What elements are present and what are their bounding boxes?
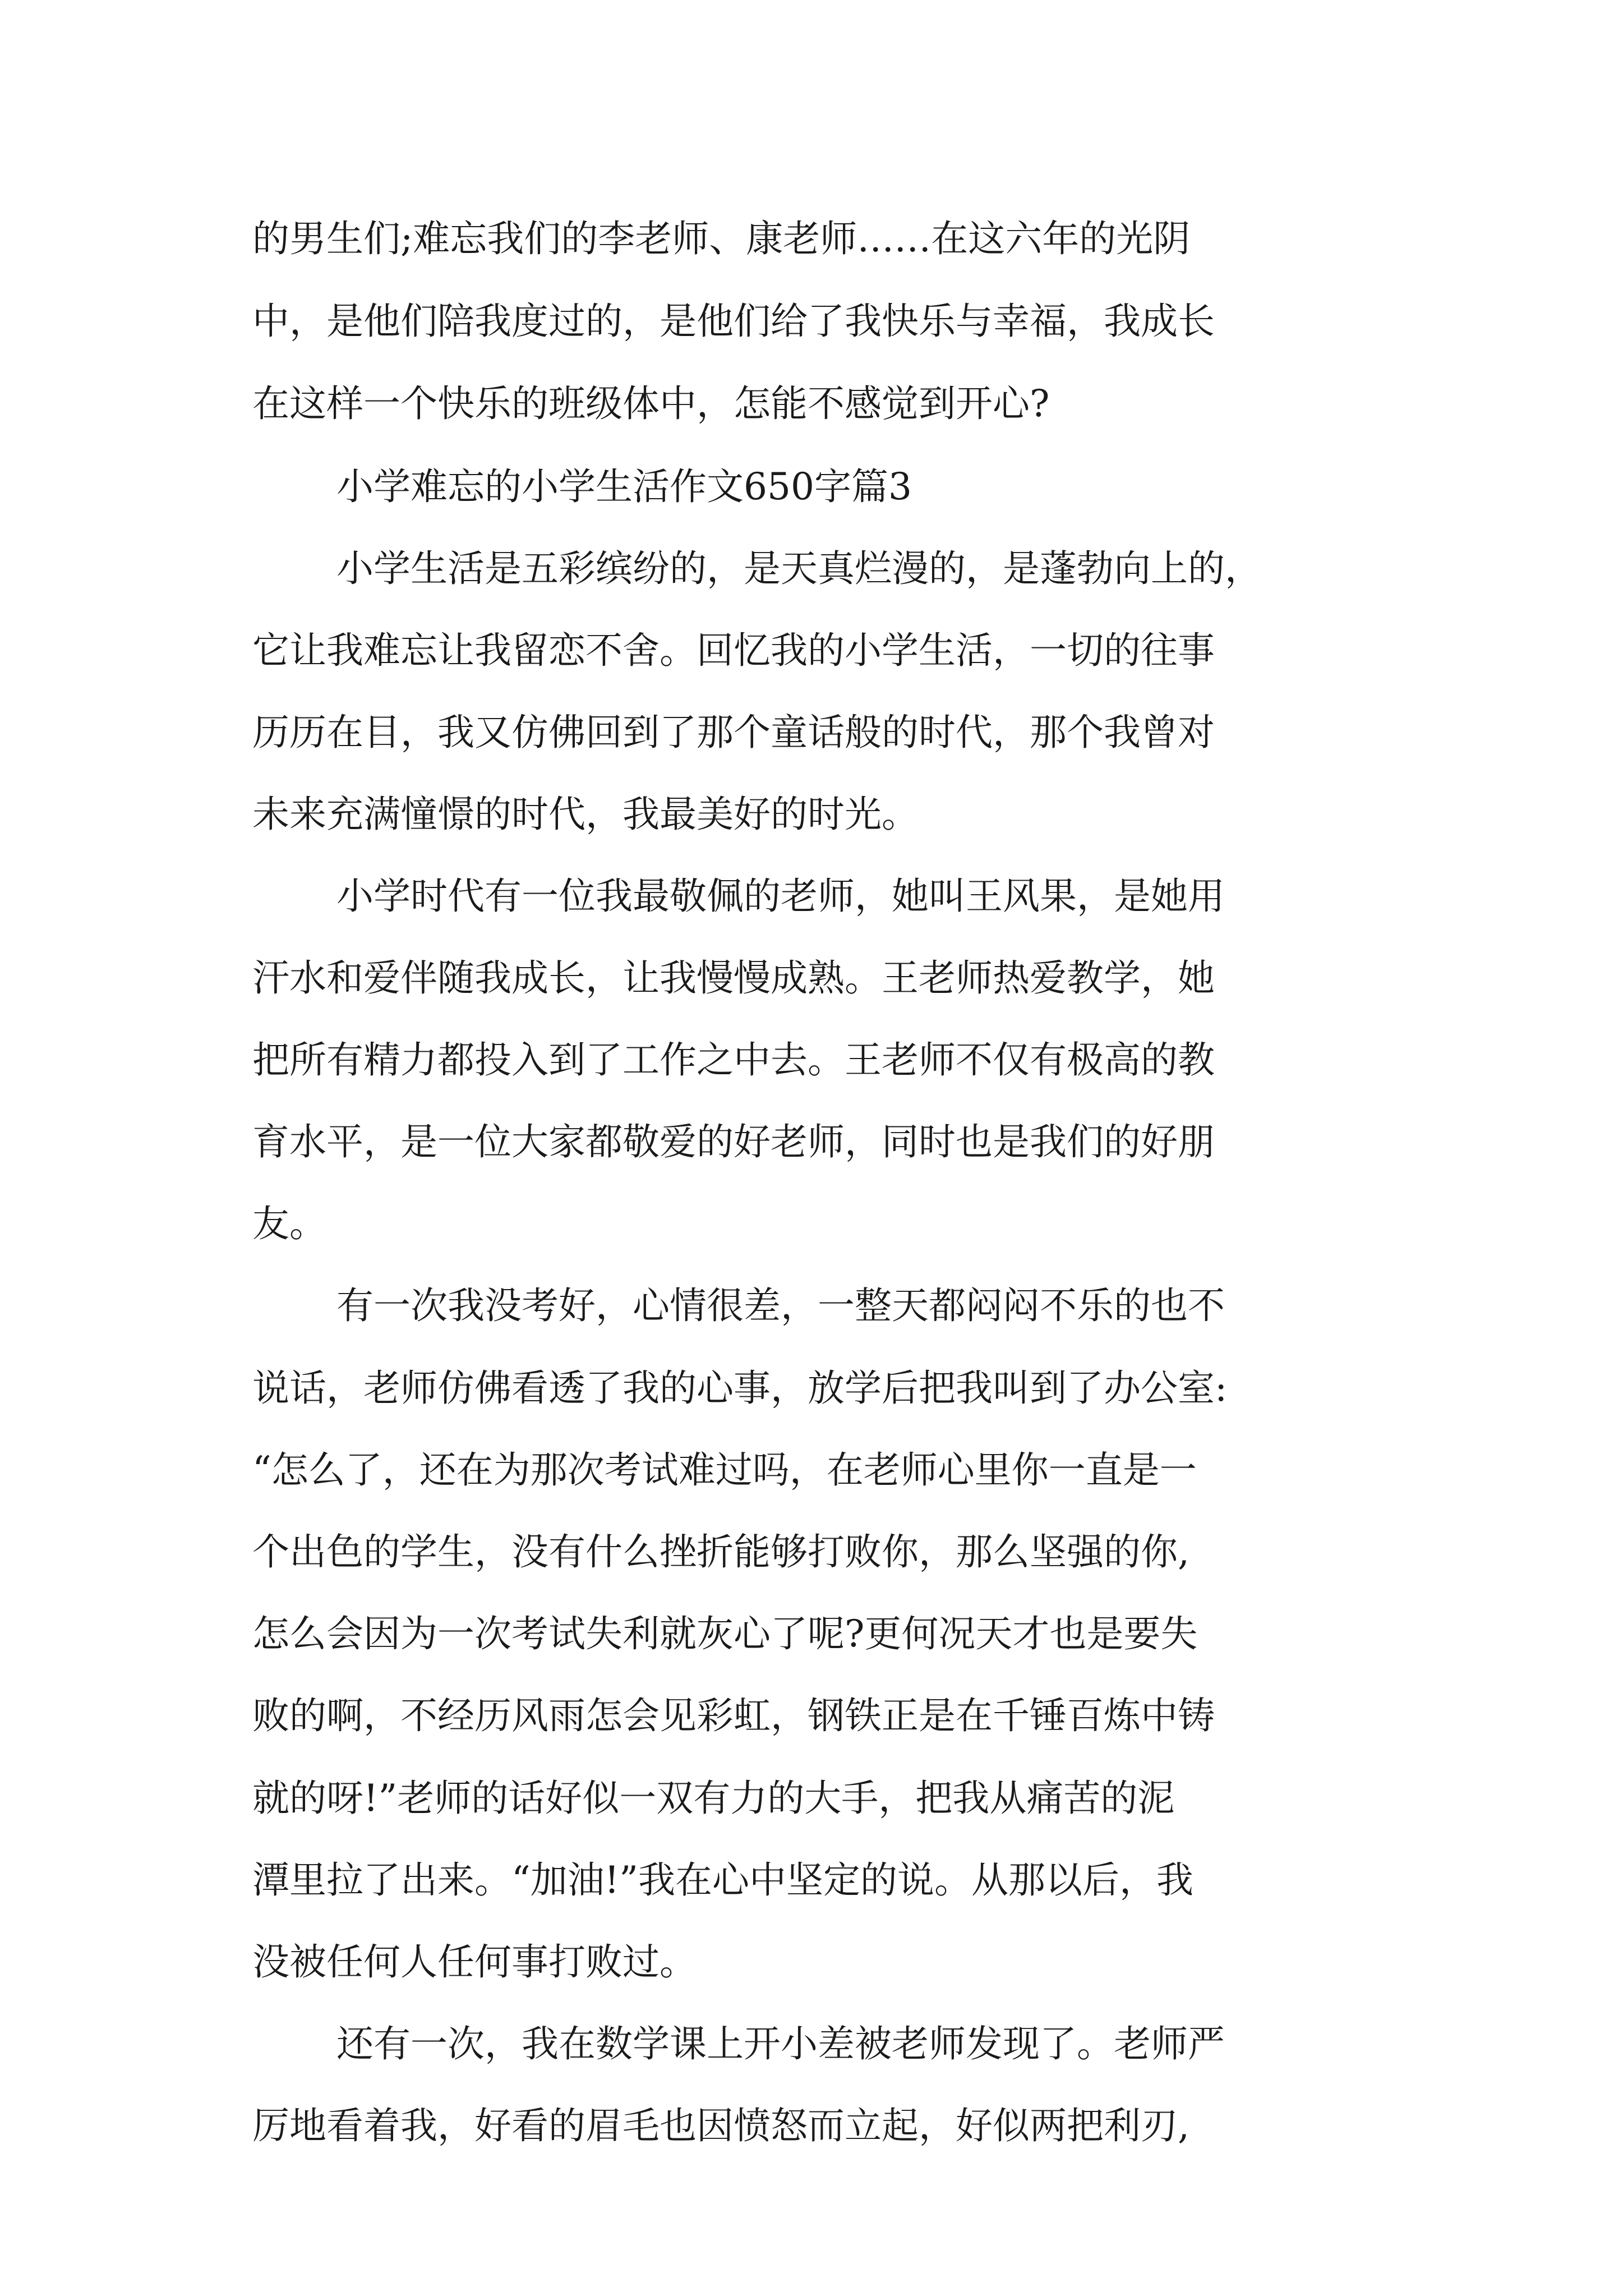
text-line: 汗水和爱伴随我成长，让我慢慢成熟。王老师热爱教学，她 — [252, 956, 1215, 1000]
text-line: 没被任何人任何事打败过。 — [252, 1940, 697, 1984]
text-line: 就的呀!”老师的话好似一双有力的大手，把我从痛苦的泥 — [252, 1777, 1175, 1820]
text-line: 育水平，是一位大家都敬爱的好老师，同时也是我们的好朋 — [252, 1120, 1215, 1163]
text-line: 潭里拉了出来。“加油!”我在心中坚定的说。从那以后，我 — [252, 1858, 1194, 1902]
text-line: “怎么了，还在为那次考试难过吗，在老师心里你一直是一 — [252, 1448, 1197, 1492]
text-line: 小学生活是五彩缤纷的，是天真烂漫的，是蓬勃向上的， — [336, 547, 1262, 590]
text-line: 厉地看着我，好看的眉毛也因愤怒而立起，好似两把利刃, — [252, 2104, 1189, 2147]
text-line: 说话，老师仿佛看透了我的心事，放学后把我叫到了办公室: — [252, 1366, 1228, 1410]
text-line: 个出色的学生，没有什么挫折能够打败你，那么坚强的你, — [252, 1530, 1189, 1573]
text-line: 在这样一个快乐的班级体中，怎能不感觉到开心? — [252, 382, 1050, 425]
text-line: 友。 — [252, 1202, 326, 1245]
text-line: 的男生们;难忘我们的李老师、康老师……在这六年的光阴 — [252, 217, 1191, 260]
text-line: 败的啊，不经历风雨怎会见彩虹，钢铁正是在千锤百炼中铸 — [252, 1694, 1215, 1737]
text-line: 小学时代有一位我最敬佩的老师，她叫王风果，是她用 — [336, 875, 1225, 918]
text-line: 中，是他们陪我度过的，是他们给了我快乐与幸福，我成长 — [252, 300, 1215, 343]
text-line: 它让我难忘让我留恋不舍。回忆我的小学生活，一切的往事 — [252, 629, 1215, 672]
text-line: 未来充满憧憬的时代，我最美好的时光。 — [252, 793, 919, 836]
section-heading: 小学难忘的小学生活作文650字篇3 — [336, 465, 912, 508]
text-line: 把所有精力都投入到了工作之中去。王老师不仅有极高的教 — [252, 1038, 1215, 1082]
text-line: 有一次我没考好，心情很差，一整天都闷闷不乐的也不 — [336, 1284, 1225, 1327]
text-line: 怎么会因为一次考试失利就灰心了呢?更何况天才也是要失 — [252, 1612, 1198, 1655]
text-line: 还有一次，我在数学课上开小差被老师发现了。老师严 — [336, 2022, 1225, 2065]
text-line: 历历在目，我又仿佛回到了那个童话般的时代，那个我曾对 — [252, 711, 1215, 754]
